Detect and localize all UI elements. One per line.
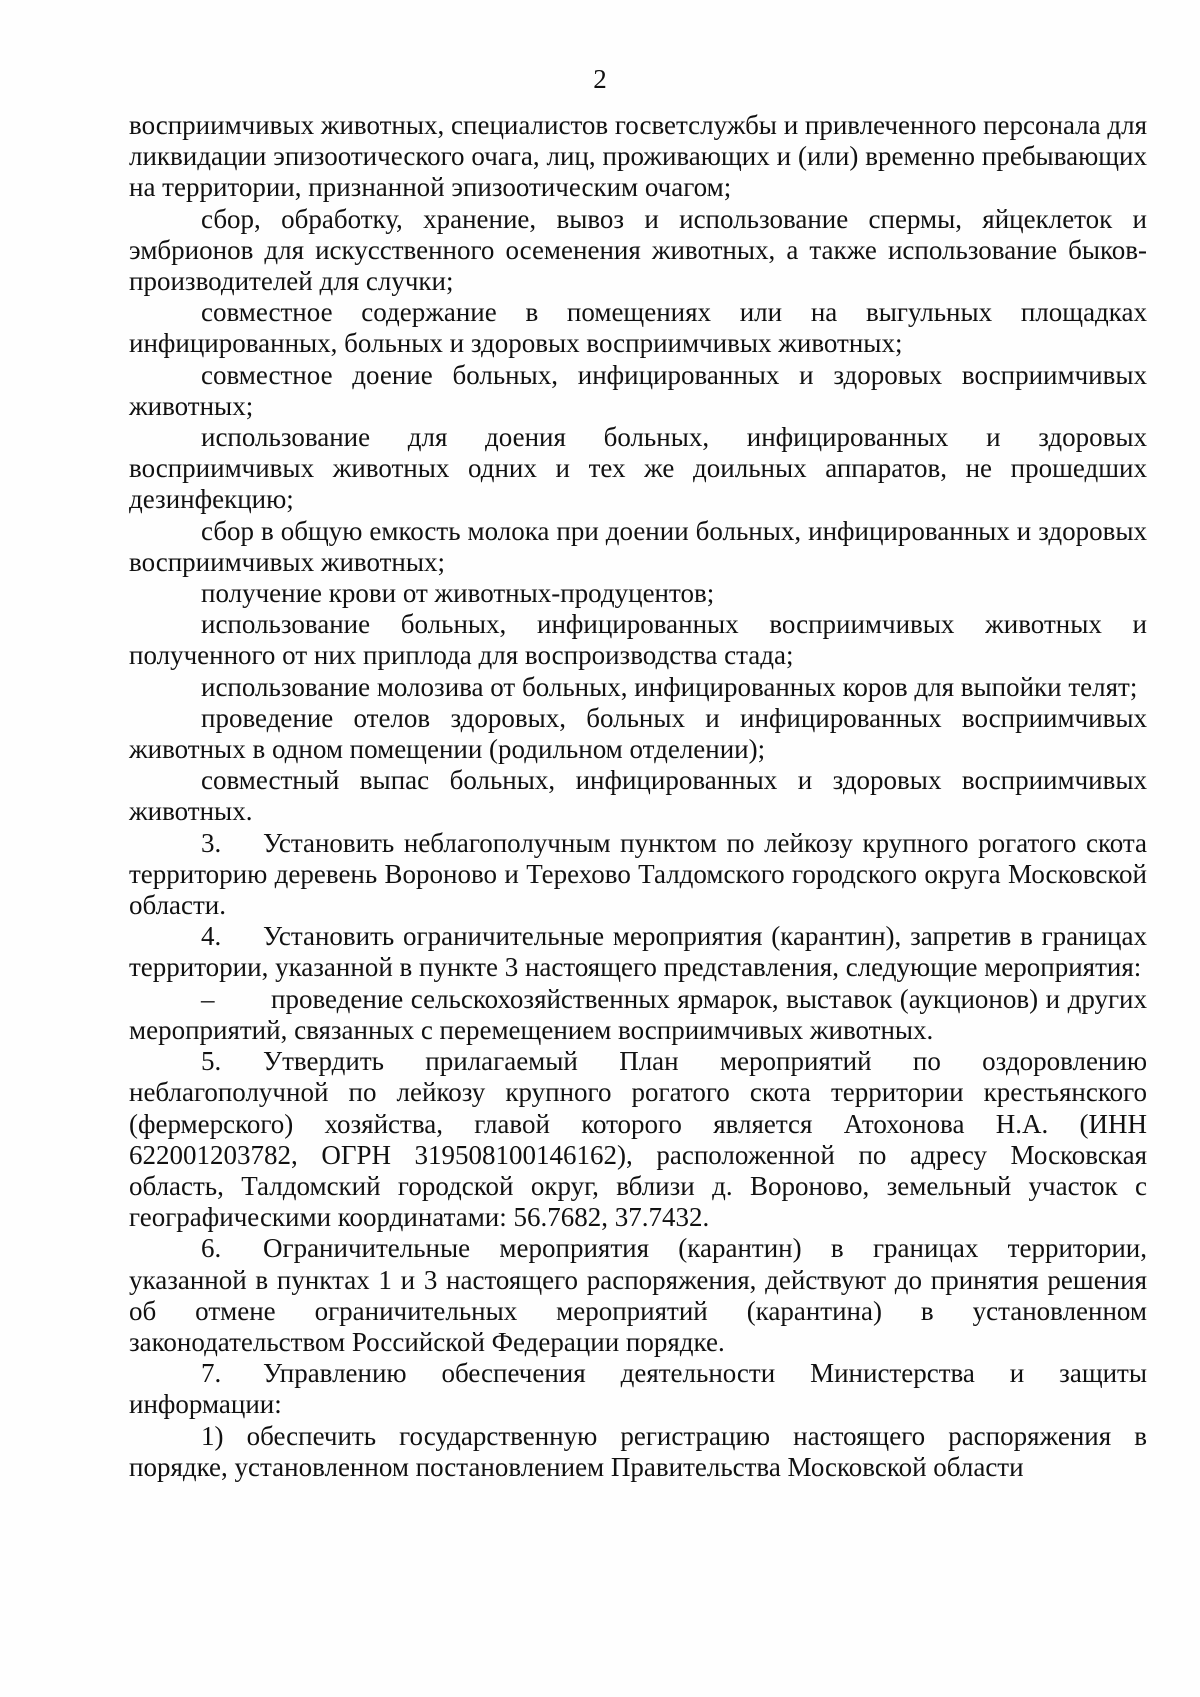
subclause-1: 1) обеспечить государственную регистрацию настоящего распоряжения в порядке, установленном постановлением Правительства Московской области xyxy=(129,1420,1147,1482)
numbered-clause-5 xyxy=(129,1046,1147,1233)
numbered-clause-4 xyxy=(129,921,1147,983)
dash-item xyxy=(129,984,1147,1046)
prohibition-item: сбор, обработку, хранение, вывоз и использование спермы, яйцеклеток и эмбрионов для искусственного осеменения животных, а также использование быков-производителей для случки; xyxy=(129,203,1147,297)
numbered-clause-6 xyxy=(129,1233,1147,1358)
prohibition-item: проведение отелов здоровых, больных и инфицированных восприимчивых животных в одном помещении (родильном отделении); xyxy=(129,702,1147,765)
prohibition-item: совместное содержание в помещениях или на выгульных площадках инфицированных, больных и здоровых восприимчивых животных; xyxy=(129,297,1147,359)
prohibition-item: совместный выпас больных, инфицированных и здоровых восприимчивых животных. xyxy=(129,765,1147,827)
clause-text: Управлению обеспечения деятельности Министерства и защиты информации: xyxy=(129,1358,1147,1420)
prohibition-item: использование для доения больных, инфицированных и здоровых восприимчивых животных одних и тех же доильных аппаратов, не прошедших дезинфекцию; xyxy=(129,422,1147,515)
clause-number: 4. xyxy=(201,921,222,952)
page-number: 2 xyxy=(593,64,607,94)
prohibition-item: совместное доение больных, инфицированных и здоровых восприимчивых животных; xyxy=(129,359,1147,421)
clause-number: 6. xyxy=(201,1233,222,1264)
numbered-clause-7 xyxy=(129,1358,1147,1420)
dash-bullet: – xyxy=(201,983,215,1014)
clause-number: 3. xyxy=(201,827,222,858)
clause-text: Установить неблагополучным пунктом по лейкозу крупного рогатого скота территорию деревень Вороново и Терехово Талдомского городского округа Московской области. xyxy=(129,827,1147,921)
dash-item-text: проведение сельскохозяйственных ярмарок, выставок (аукционов) и других мероприятий, связанных с перемещением восприимчивых животных. xyxy=(129,983,1147,1045)
paragraph-continuation: восприимчивых животных, специалистов госветслужбы и привлеченного персонала для ликвидации эпизоотического очага, лиц, проживающих и (или) временно пребывающих на территории, признанной эпизоотическим очагом; xyxy=(129,110,1148,203)
prohibition-item: использование молозива от больных, инфицированных коров для выпойки телят; xyxy=(201,671,1138,702)
clause-text: Ограничительные мероприятия (карантин) в границах территории, указанной в пунктах 1 и 3 настоящего распоряжения, действуют до принятия решения об отмене ограничительных мероприятий (карантина) в установленном законодательством Российской Федерации порядке. xyxy=(129,1233,1147,1357)
clause-number: 7. xyxy=(201,1358,222,1389)
prohibition-item: получение крови от животных-продуцентов; xyxy=(201,578,715,609)
clause-text: Утвердить прилагаемый План мероприятий по оздоровлению неблагополучной по лейкозу крупного рогатого скота территории крестьянского (фермерского) хозяйства, главой которого является Атохонова Н.А. (ИНН 622001203782, ОГРН 319508100146162), расположенной по адресу Московская область, Талдомский городской округ, вблизи д. Вороново, земельный участок с географическими координатами: 56.7682, 37.7432. xyxy=(129,1046,1147,1233)
prohibition-item: использование больных, инфицированных восприимчивых животных и полученного от них приплода для воспроизводства стада; xyxy=(129,609,1147,671)
clause-text: Установить ограничительные мероприятия (карантин), запретив в границах территории, указанной в пункте 3 настоящего представления, следующие мероприятия: xyxy=(129,921,1147,983)
numbered-clause-3 xyxy=(129,828,1147,922)
document-body xyxy=(129,110,1147,1483)
clause-number: 5. xyxy=(201,1046,222,1077)
prohibition-item: сбор в общую емкость молока при доении больных, инфицированных и здоровых восприимчивых животных; xyxy=(129,515,1147,577)
